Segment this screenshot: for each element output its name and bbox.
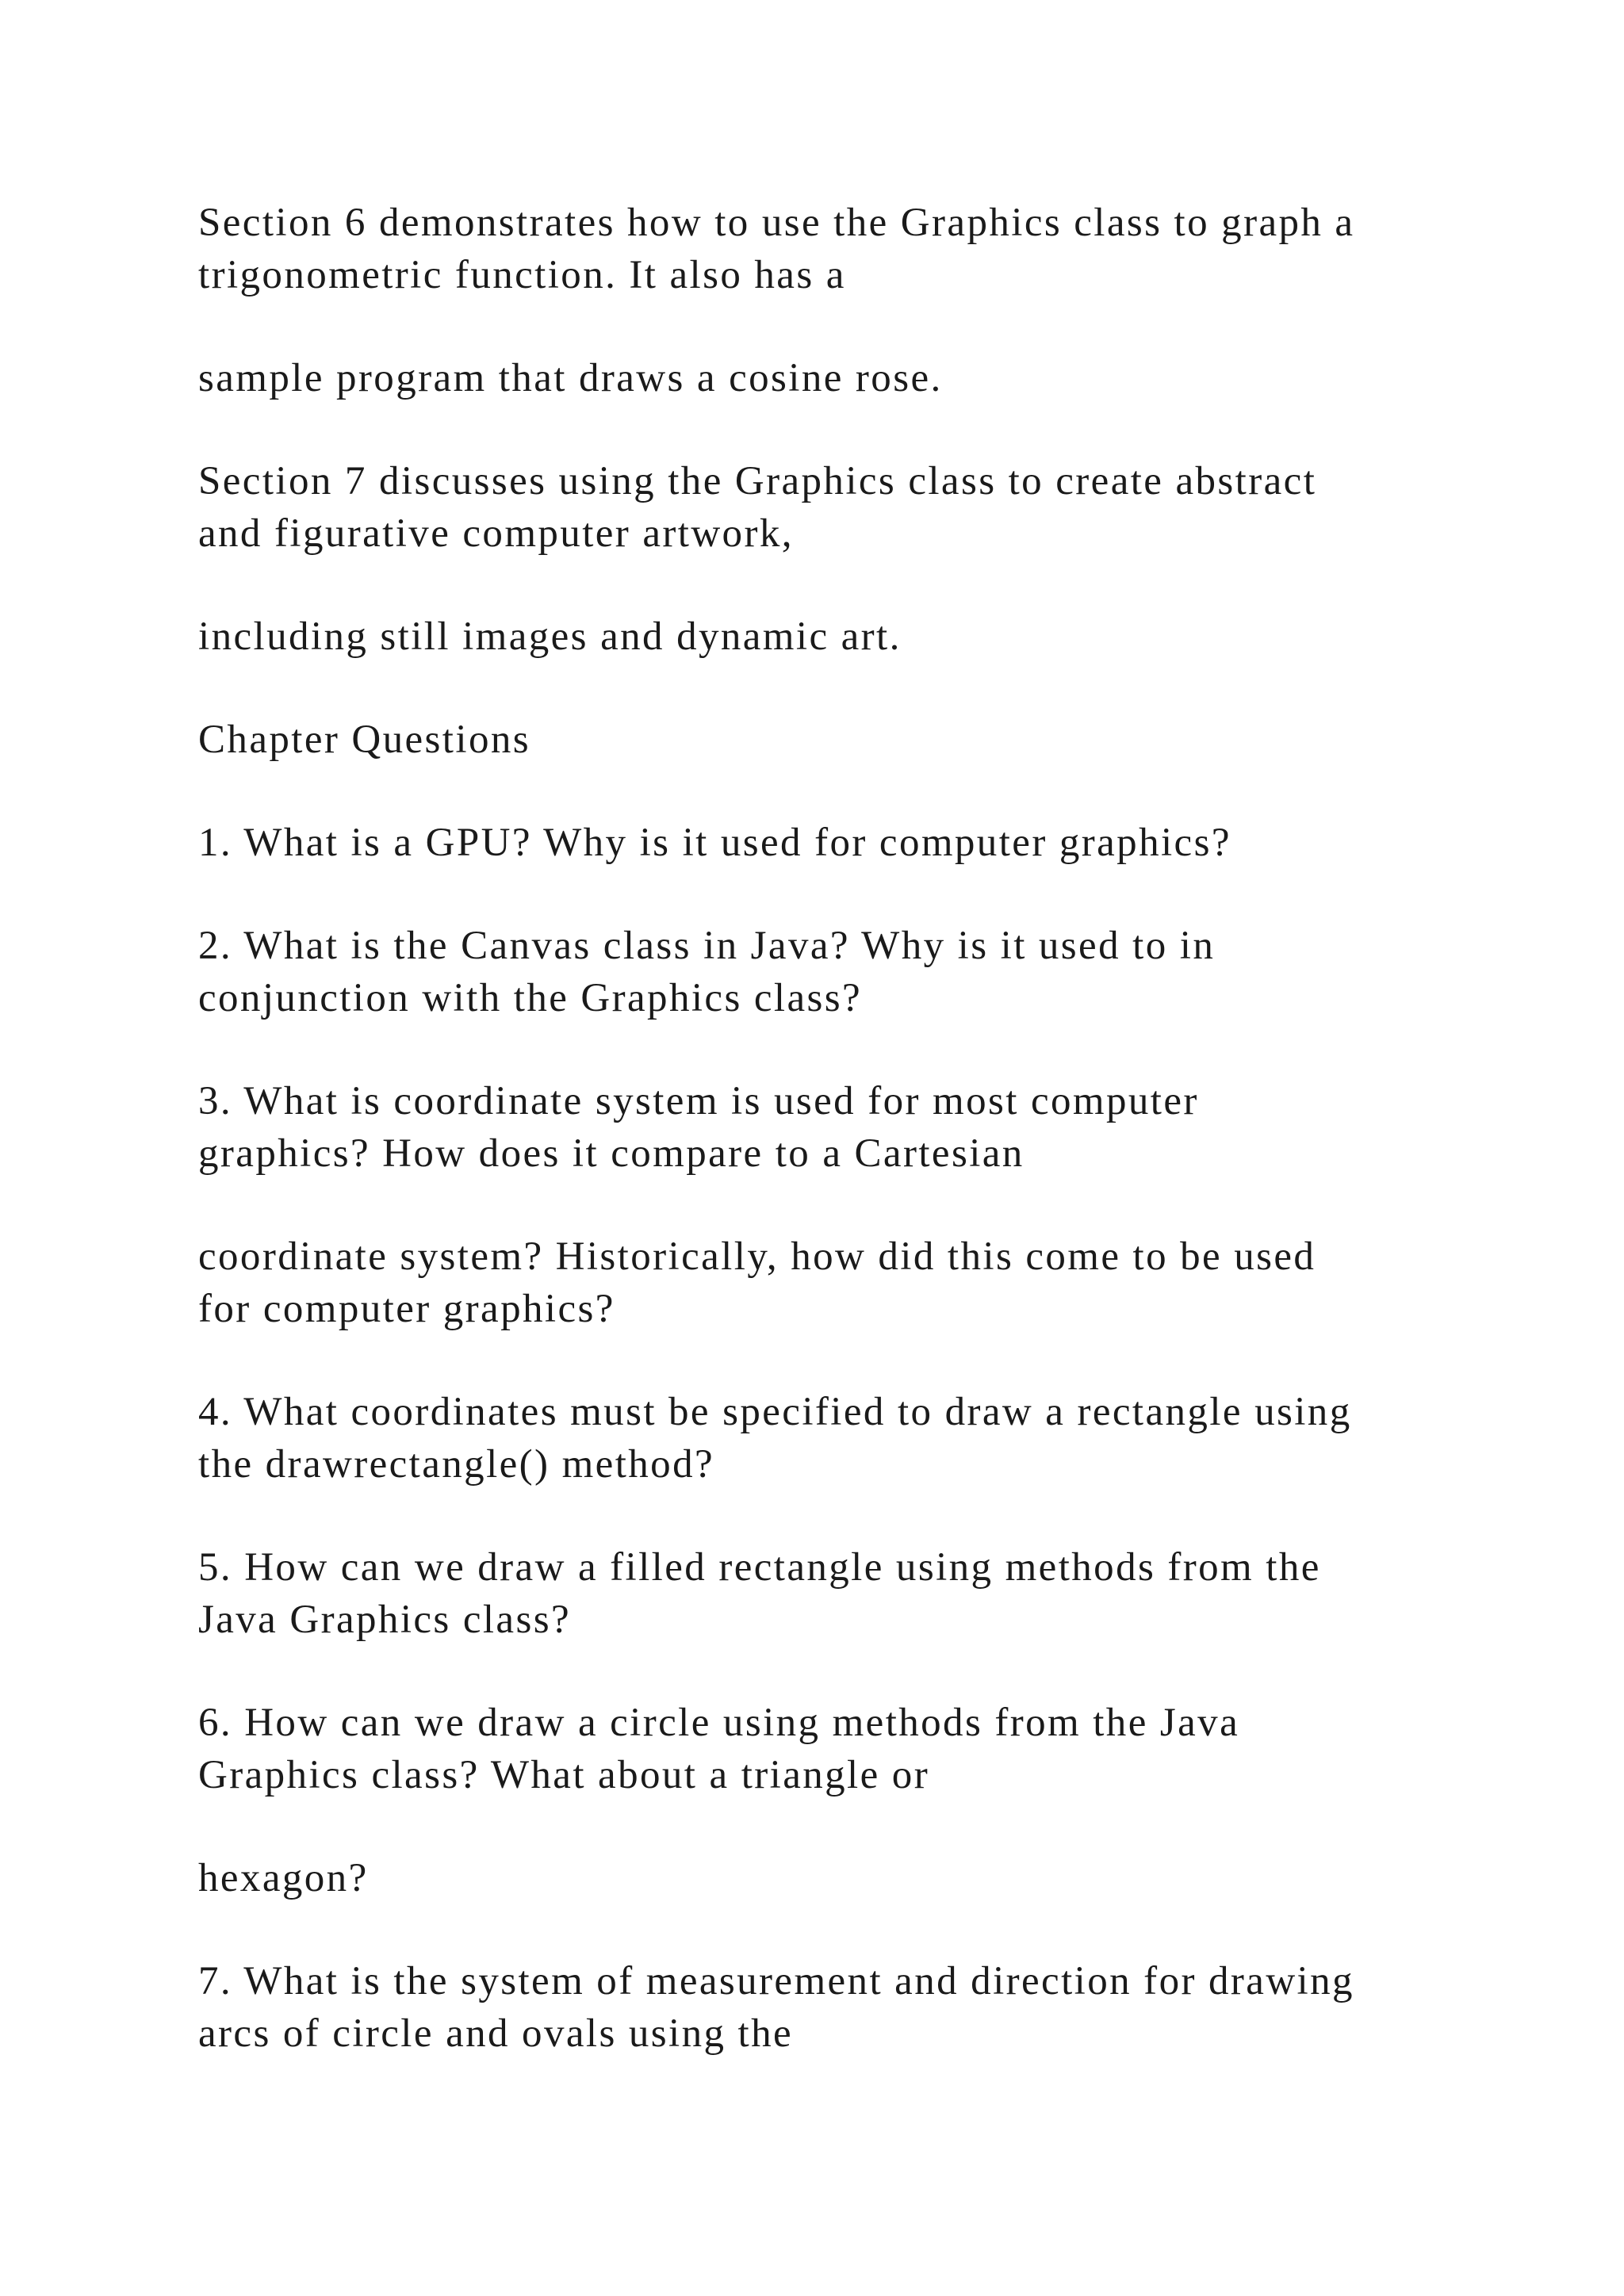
- question-6-part-1: 6. How can we draw a circle using methods from the Java Graphics class? What about a triangle or: [198, 1701, 1240, 1797]
- question-3-part-2: coordinate system? Historically, how did this come to be used for computer graphics?: [198, 1234, 1316, 1331]
- question-2: 2. What is the Canvas class in Java? Why is it used to in conjunction with the Graphics class?: [198, 924, 1216, 1020]
- chapter-questions-heading: Chapter Questions: [198, 718, 530, 762]
- question-5: 5. How can we draw a filled rectangle using methods from the Java Graphics class?: [198, 1545, 1321, 1642]
- question-4: 4. What coordinates must be specified to draw a rectangle using the drawrectangle() method?: [198, 1390, 1352, 1487]
- question-3-part-1: 3. What is coordinate system is used for most computer graphics? How does it compare to a Cartesian: [198, 1079, 1199, 1176]
- paragraph-section-6-sample: sample program that draws a cosine rose.: [198, 356, 943, 400]
- text-column: [198, 197, 1435, 2110]
- question-6-part-2: hexagon?: [198, 1856, 369, 1900]
- paragraph-section-7-intro: Section 7 discusses using the Graphics class to create abstract and figurative computer artwork,: [198, 459, 1317, 556]
- paragraph-section-6-intro: Section 6 demonstrates how to use the Graphics class to graph a trigonometric function. It also has a: [198, 201, 1355, 297]
- paragraph-section-7-art: including still images and dynamic art.: [198, 614, 902, 659]
- question-7: 7. What is the system of measurement and direction for drawing arcs of circle and ovals using the: [198, 1959, 1354, 2056]
- question-1: 1. What is a GPU? Why is it used for computer graphics?: [198, 821, 1231, 865]
